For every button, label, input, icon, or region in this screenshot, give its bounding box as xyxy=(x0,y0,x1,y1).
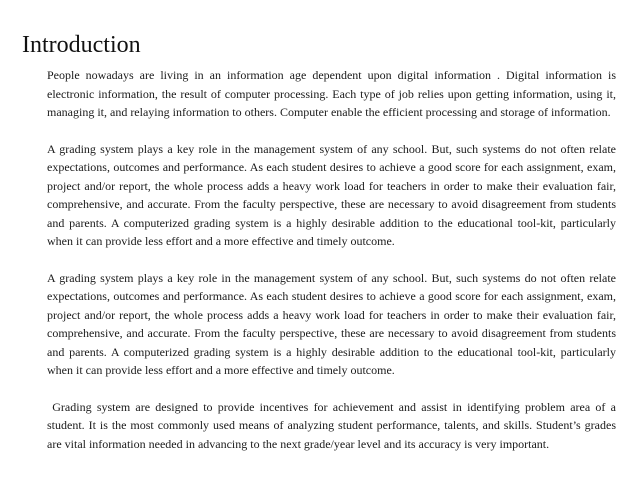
paragraph-digital-information: People nowadays are living in an information age dependent upon digital information . Digital information is electronic information, the result of computer processing. Each type of job relies upon getting information, using it, managing it, and relaying information to others. Computer enable the efficient processing and storage of information. xyxy=(47,68,616,119)
paragraph-grading-system-role: A grading system plays a key role in the management system of any school. But, such systems do not often relate expectations, outcomes and performance. As each student desires to achieve a good score for each assignment, exam, project and/or report, the whole process adds a heavy work load for teachers in order to make their evaluation fair, comprehensive, and accurate. From the faculty perspective, these are necessary to avoid disagreement from students and parents. A computerized grading system is a highly desirable addition to the educational tool-kit, particularly when it can provide less effort and a more effective and timely outcome. xyxy=(47,141,616,248)
paragraph-grading-system-role-repeat: A grading system plays a key role in the management system of any school. But, such systems do not often relate expectations, outcomes and performance. As each student desires to achieve a good score for each assignment, exam, project and/or report, the whole process adds a heavy work load for teachers in order to make their evaluation fair, comprehensive, and accurate. From the faculty perspective, these are necessary to avoid disagreement from students and parents. A computerized grading system is a highly desirable addition to the educational tool-kit, particularly when it can provide less effort and a more effective and timely outcome. xyxy=(47,270,616,377)
paragraph-grading-system-purpose: Grading system are designed to provide incentives for achievement and assist in identifying problem area of a student. It is the most commonly used means of analyzing student performance, talents, and skills. Student’s grades are vital information needed in advancing to the next grade/year level and its accuracy is very important. xyxy=(47,399,619,451)
slide-title: Introduction xyxy=(22,32,141,58)
slide-body xyxy=(47,66,619,471)
